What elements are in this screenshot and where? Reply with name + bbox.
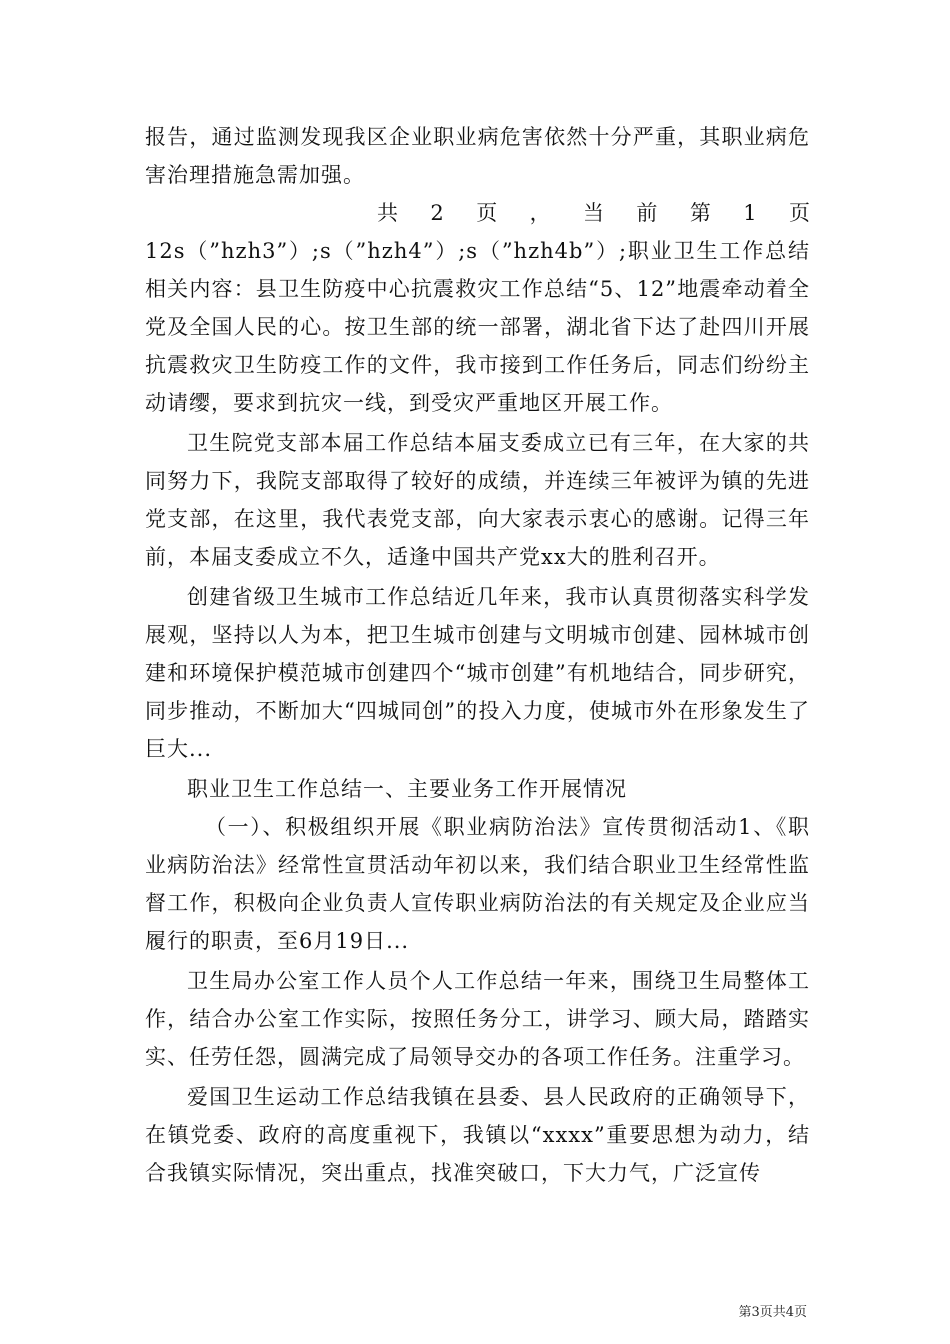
document-body [145, 118, 810, 1192]
paragraph-occupational-heading: 职业卫生工作总结一、主要业务工作开展情况 [187, 777, 627, 801]
pager-token: 页 [476, 201, 498, 225]
pager-token: 前 [636, 201, 658, 225]
paragraph-epidemic-prevention: 12s（”hzh3”）;s（”hzh4”）;s（”hzh4b”）;职业卫生工作总结相关内容：县卫生防疫中心抗震救灾工作总结“5、12”地震牵动着全党及全国人民的心。按卫生部的统一部署，湖北省下达了赴四川开展抗震救灾卫生防疫工作的文件，我市接到工作任务后，同志们纷纷主动请缨，要求到抗灾一线，到受灾严重地区开展工作。 [145, 239, 810, 415]
inline-page-counter [145, 194, 810, 232]
paragraph-occupational-law: （一）、积极组织开展《职业病防治法》宣传贯彻活动1、《职业病防治法》经常性宣贯活动年初以来，我们结合职业卫生经常性监督工作，积极向企业负责人宣传职业病防治法的有关规定及企业应当履行的职责，至6月19日... [145, 815, 810, 953]
paragraph-party-branch: 卫生院党支部本届工作总结本届支委成立已有三年，在大家的共同努力下，我院支部取得了较好的成绩，并连续三年被评为镇的先进党支部，在这里，我代表党支部，向大家表示衷心的感谢。记得三年前，本届支委成立不久，适逢中国共产党xx大的胜利召开。 [145, 431, 810, 569]
pager-token: 1 [743, 201, 757, 225]
pager-token: ， [529, 201, 551, 225]
paragraph-office-staff: 卫生局办公室工作人员个人工作总结一年来，围绕卫生局整体工作，结合办公室工作实际，按照任务分工，讲学习、顾大局，踏踏实实、任劳任怨，圆满完成了局领导交办的各项工作任务。注重学习。 [145, 969, 810, 1069]
paragraph-sanitary-city: 创建省级卫生城市工作总结近几年来，我市认真贯彻落实科学发展观，坚持以人为本，把卫生城市创建与文明城市创建、园林城市创建和环境保护模范城市创建四个“城市创建”有机地结合，同步研究，同步推动，不断加大“四城同创”的投入力度，使城市外在形象发生了巨大... [145, 585, 810, 761]
paragraph-continued: 报告，通过监测发现我区企业职业病危害依然十分严重，其职业病危害治理措施急需加强。 [145, 125, 810, 187]
pager-token: 共 [377, 201, 398, 225]
page-footer: 第3页共4页 [738, 1305, 807, 1320]
paragraph-patriotic-health: 爱国卫生运动工作总结我镇在县委、县人民政府的正确领导下，在镇党委、政府的高度重视下，我镇以“xxxx”重要思想为动力，结合我镇实际情况，突出重点，找准突破口，下大力气，广泛宣传 [145, 1085, 810, 1185]
pager-token: 页 [789, 201, 810, 225]
pager-token: 2 [430, 201, 444, 225]
pager-token: 当 [583, 201, 604, 225]
pager-token: 第 [689, 201, 711, 225]
